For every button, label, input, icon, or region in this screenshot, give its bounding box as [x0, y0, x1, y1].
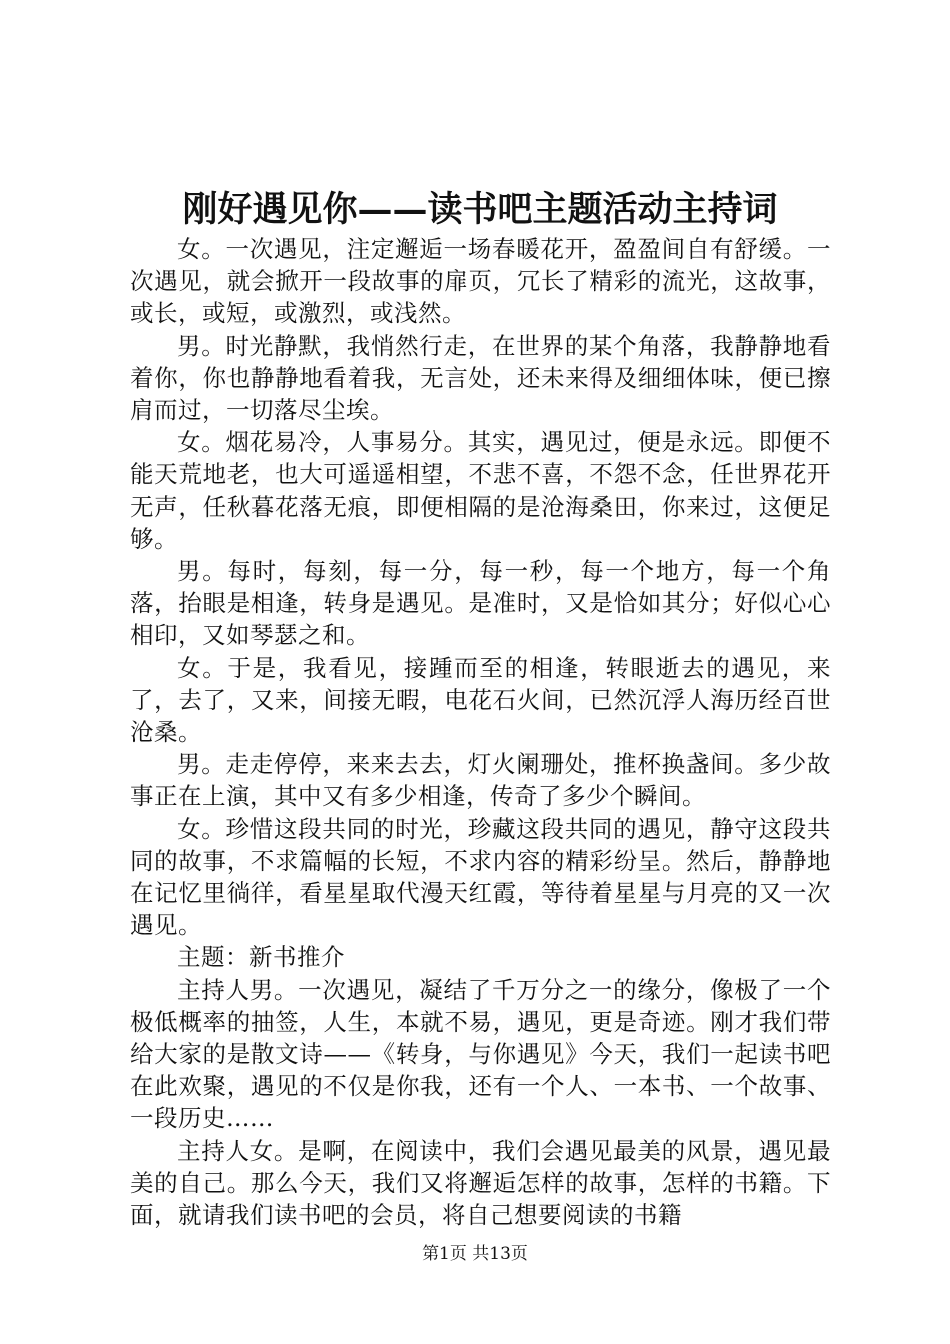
paragraph: 男。走走停停，来来去去，灯火阑珊处，推杯换盏间。多少故事正在上演，其中又有多少相逢，传奇了多少个瞬间。	[130, 750, 831, 811]
paragraph: 主持人男。一次遇见，凝结了千万分之一的缘分，像极了一个极低概率的抽签，人生，本就不易，遇见，更是奇迹。刚才我们带给大家的是散文诗——《转身，与你遇见》今天，我们一起读书吧在此欢聚，遇见的不仅是你我，还有一个人、一本书、一个故事、一段历史……	[130, 975, 831, 1133]
paragraph: 男。每时，每刻，每一分，每一秒，每一个地方，每一个角落，抬眼是相逢，转身是遇见。是准时，又是恰如其分；好似心心相印，又如琴瑟之和。	[130, 557, 831, 650]
page-footer: 第1页 共13页	[422, 1244, 528, 1264]
paragraph: 女。于是，我看见，接踵而至的相逢，转眼逝去的遇见，来了，去了，又来，间接无暇，电花石火间，已然沉浮人海历经百世沧桑。	[130, 653, 831, 747]
paragraph: 女。一次遇见，注定邂逅一场春暖花开，盈盈间自有舒缓。一次遇见，就会掀开一段故事的扉页，冗长了精彩的流光，这故事，或长，或短，或激烈，或浅然。	[130, 235, 831, 328]
paragraph: 主持人女。是啊，在阅读中，我们会遇见最美的风景，遇见最美的自己。那么今天，我们又将邂逅怎样的故事，怎样的书籍。下面，就请我们读书吧的会员，将自己想要阅读的书籍	[130, 1136, 831, 1230]
paragraph: 女。烟花易冷，人事易分。其实，遇见过，便是永远。即便不能天荒地老，也大可遥遥相望，不悲不喜，不怨不念，任世界花开无声，任秋暮花落无痕，即便相隔的是沧海桑田，你来过，这便足够。	[130, 428, 831, 553]
document-title: 刚好遇见你——读书吧主题活动主持词	[182, 189, 778, 230]
document-body	[130, 233, 831, 1231]
paragraph: 女。珍惜这段共同的时光，珍藏这段共同的遇见，静守这段共同的故事，不求篇幅的长短，不求内容的精彩纷呈。然后，静静地在记忆里徜徉，看星星取代漫天红霞，等待着星星与月亮的又一次遇见。	[130, 814, 831, 940]
section-heading: 主题：新书推介	[177, 943, 345, 972]
paragraph: 男。时光静默，我悄然行走，在世界的某个角落，我静静地看着你，你也静静地看着我，无言处，还未来得及细细体味，便已擦肩而过，一切落尽尘埃。	[130, 331, 831, 425]
